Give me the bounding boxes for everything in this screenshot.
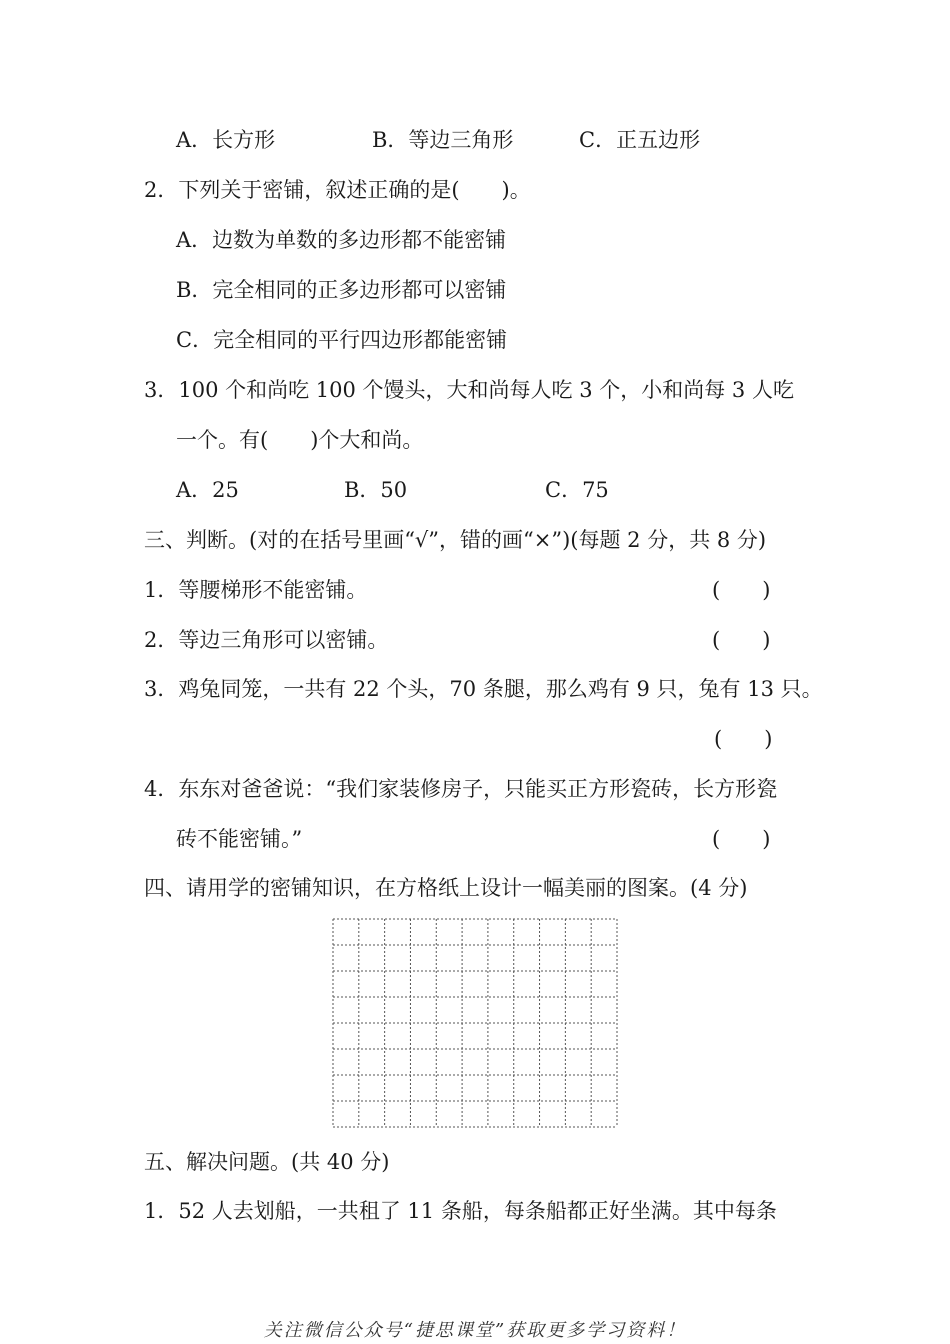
section3-item-4-line2: 砖不能密铺。” — [176, 827, 303, 851]
section4-title: 四、请用学的密铺知识，在方格纸上设计一幅美丽的图案。(4 分) — [144, 876, 748, 900]
section3-item-2: 2．等边三角形可以密铺。 — [144, 628, 389, 652]
graph-paper-grid[interactable] — [332, 918, 618, 1128]
section5-title: 五、解决问题。(共 40 分) — [144, 1150, 390, 1174]
section3-item-4-answer-paren[interactable]: ( ) — [712, 827, 771, 851]
q3-stem-line1: 3．100 个和尚吃 100 个馒头，大和尚每人吃 3 个，小和尚每 3 人吃 — [144, 378, 794, 402]
q3-option-a: A．25 — [176, 478, 239, 502]
q2-option-a: A．边数为单数的多边形都不能密铺 — [176, 228, 507, 252]
section3-item-2-answer-paren[interactable]: ( ) — [712, 628, 771, 652]
q2-option-b: B．完全相同的正多边形都可以密铺 — [176, 278, 507, 302]
section3-item-4-line1: 4．东东对爸爸说：“我们家装修房子，只能买正方形瓷砖，长方形瓷 — [144, 777, 778, 801]
q1-option-b: B．等边三角形 — [372, 128, 514, 152]
section3-item-3-answer-paren[interactable]: ( ) — [714, 727, 773, 751]
section5-q1-line1: 1．52 人去划船，一共租了 11 条船，每条船都正好坐满。其中每条 — [144, 1199, 777, 1223]
section3-title: 三、判断。(对的在括号里画“√”，错的画“×”)(每题 2 分，共 8 分) — [144, 528, 767, 552]
section3-item-3: 3．鸡兔同笼，一共有 22 个头，70 条腿，那么鸡有 9 只，兔有 13 只。 — [144, 677, 823, 701]
footer-promo: 关注微信公众号“捷思课堂”获取更多学习资料！ — [263, 1320, 687, 1341]
q1-option-c: C．正五边形 — [579, 128, 701, 152]
q1-option-a: A．长方形 — [176, 128, 276, 152]
q2-option-c: C．完全相同的平行四边形都能密铺 — [176, 328, 508, 352]
section3-item-1: 1．等腰梯形不能密铺。 — [144, 578, 368, 602]
q2-stem: 2．下列关于密铺，叙述正确的是( )。 — [144, 178, 531, 202]
q3-stem-line2: 一个。有( )个大和尚。 — [176, 428, 424, 452]
section3-item-1-answer-paren[interactable]: ( ) — [712, 578, 771, 602]
q3-option-c: C．75 — [545, 478, 609, 502]
q3-option-b: B．50 — [344, 478, 408, 502]
